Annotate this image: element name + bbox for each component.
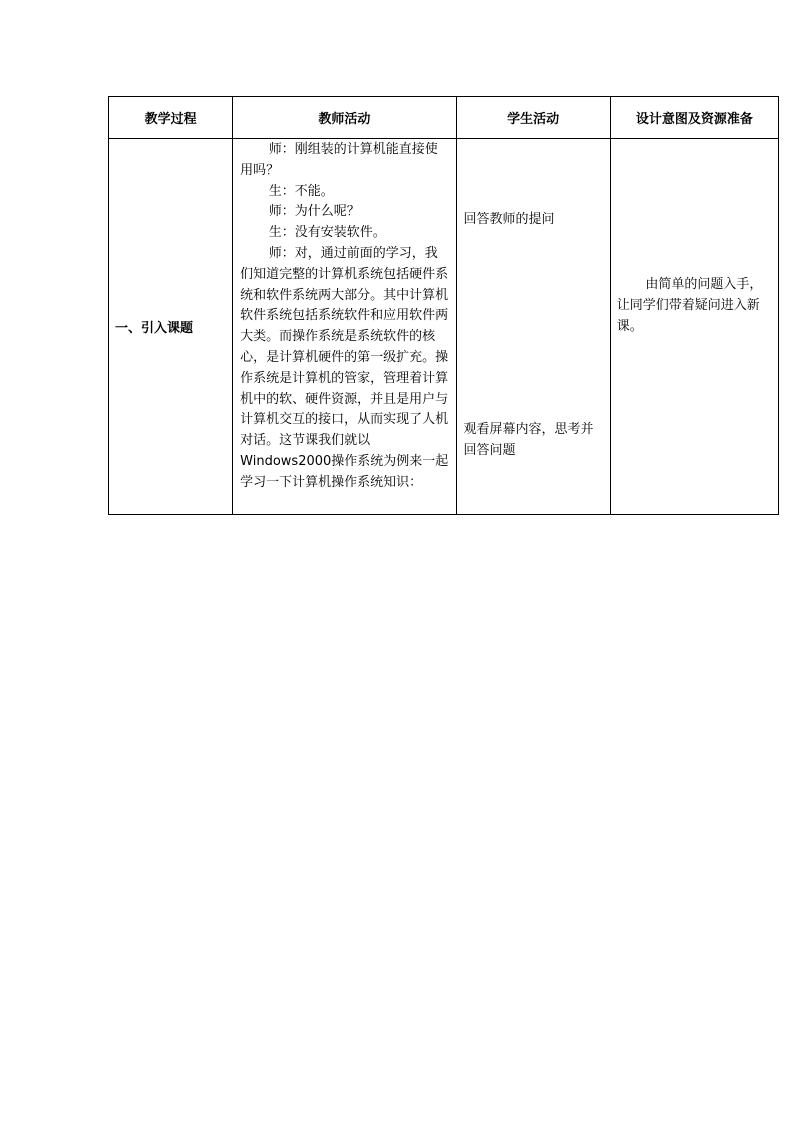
header-design-intent: 设计意图及资源准备 [610, 97, 778, 139]
student-activity-text: 回答教师的提问 [463, 212, 555, 227]
teacher-line: 师：对，通过前面的学习，我们知道完整的计算机系统包括硬件系统和软件系统两大部分。其中计算机软件系统包括系统软件和应用软件两大类。而操作系统是系统软件的核心，是计算机硬件的第一级扩充。操作系统是计算机的管家，管理着计算机中的软、硬件资源，并且是用户与计算机交互的接口，从而实现了人机对话。这节课我们就以Windows2000操作系统为例来一起学习一下计算机操作系统知识： [240, 245, 449, 490]
header-teacher-activity: 教师活动 [233, 97, 456, 139]
header-student-activity: 学生活动 [456, 97, 610, 139]
table-header-row [109, 97, 779, 139]
student-activity-text: 观看屏幕内容，思考并回答问题 [463, 422, 594, 458]
teacher-activity-cell [233, 139, 456, 515]
stage-cell: 一、引入课题 [109, 139, 233, 515]
teacher-line: 师：为什么呢？ [268, 204, 360, 220]
teacher-line: 生：不能。 [268, 183, 334, 199]
lesson-plan-table [108, 96, 779, 515]
teacher-line: 师：刚组装的计算机能直接使用吗？ [240, 142, 438, 178]
student-activity-cell [456, 139, 610, 515]
design-intent-text: 由简单的问题入手，让同学们带着疑问进入新课。 [616, 277, 763, 334]
teacher-line: 生：没有安装软件。 [268, 225, 386, 241]
header-process: 教学过程 [109, 97, 233, 139]
design-intent-cell [610, 139, 778, 515]
table-row [109, 139, 779, 515]
